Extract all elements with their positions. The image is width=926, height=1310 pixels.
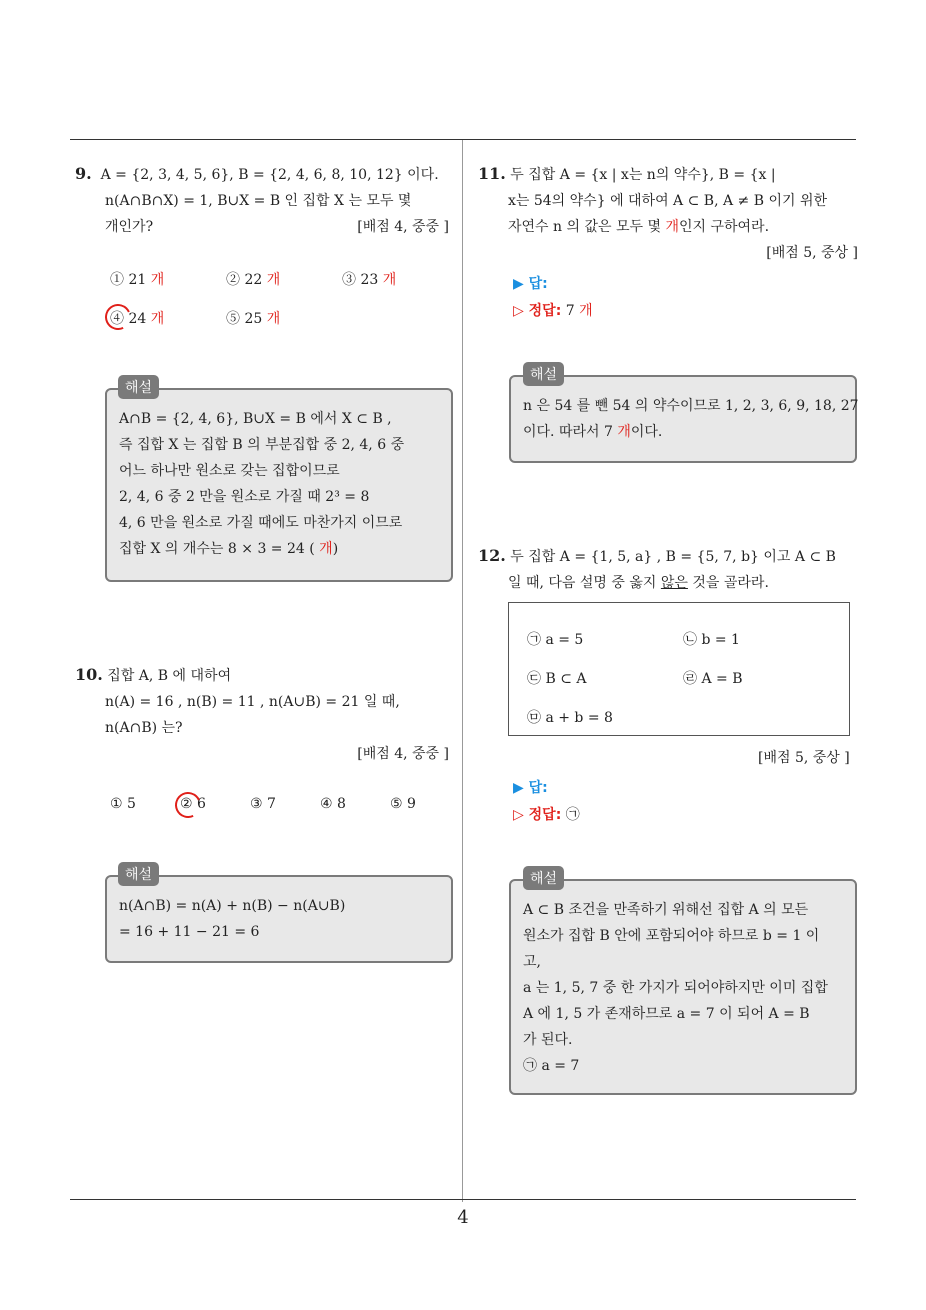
solution-tag: 해설 bbox=[523, 866, 564, 890]
option-mark: ⑤ bbox=[226, 311, 240, 327]
solution-line: 고, bbox=[523, 954, 541, 970]
option-unit: 개 bbox=[150, 311, 165, 327]
solution-box bbox=[105, 875, 453, 963]
question-10 bbox=[75, 662, 449, 767]
question-11: 11. 두 집합 A = {x | x는 n의 약수}, B = {x | x는 54의 약수} 에 대하여 A ⊂ B, A ≠ B 이기 위한 자연수 n 의 값은 모두 몇 개인지 구하여라. [배점 5, 중상 ] bbox=[478, 161, 858, 266]
question-text: n(A∩B∩X) = 1, B∪X = B 인 집합 X 는 모두 몇 bbox=[105, 193, 412, 209]
option-unit: 개 bbox=[382, 272, 397, 288]
question-number: 9. bbox=[75, 164, 92, 183]
option-unit: 개 bbox=[266, 272, 281, 288]
solution-line: a 는 1, 5, 7 중 한 가지가 되어야하지만 이미 집합 bbox=[523, 980, 828, 996]
question-text: 집합 A, B 에 대하여 bbox=[107, 668, 232, 684]
question-number: 11. bbox=[478, 164, 506, 183]
top-rule bbox=[70, 139, 856, 140]
option-4[interactable]: ④ 8 bbox=[320, 796, 346, 812]
question-text: 개인가? bbox=[105, 219, 154, 235]
option-value: 25 bbox=[244, 311, 263, 327]
question-number: 12. bbox=[478, 546, 506, 565]
option-1[interactable]: ① 5 bbox=[110, 796, 136, 812]
score-label: [배점 4, 중중 ] bbox=[357, 219, 449, 235]
question-text: n(A) = 16 , n(B) = 11 , n(A∪B) = 21 일 때, bbox=[105, 694, 400, 710]
correct-answer: ▷ 정답: 7 개 bbox=[513, 303, 593, 319]
answer-circle-mark bbox=[101, 300, 134, 333]
statement-item: ㉣ A = B bbox=[683, 671, 743, 687]
page-number: 4 bbox=[457, 1207, 469, 1228]
solution-line: 원소가 집합 B 안에 포함되어야 하므로 b = 1 이 bbox=[523, 928, 820, 944]
option-unit: 개 bbox=[150, 272, 165, 288]
solution-box bbox=[105, 388, 453, 582]
statement-item: ㉡ b = 1 bbox=[683, 632, 740, 648]
solution-line: 2, 4, 6 중 2 만을 원소로 가질 때 2³ = 8 bbox=[119, 489, 370, 505]
option-value: 21 bbox=[128, 272, 147, 288]
statement-item: ㉠ a = 5 bbox=[527, 632, 584, 648]
option-mark: ④ bbox=[110, 311, 124, 327]
solution-box bbox=[509, 879, 857, 1095]
solution-tag: 해설 bbox=[523, 362, 564, 386]
answer-label[interactable]: ▶ 답: bbox=[513, 780, 548, 796]
bottom-rule bbox=[70, 1199, 856, 1200]
score-label: [배점 5, 중상 ] bbox=[766, 245, 858, 261]
question-text: x는 54의 약수} 에 대하여 A ⊂ B, A ≠ B 이기 위한 bbox=[508, 193, 828, 209]
question-12: 12. 두 집합 A = {1, 5, a} , B = {5, 7, b} 이고 A ⊂ B 일 때, 다음 설명 중 옳지 않은 것을 골라라. bbox=[478, 546, 836, 591]
solution-line: ㉠ a = 7 bbox=[523, 1058, 580, 1074]
column-divider bbox=[462, 140, 463, 1202]
option-unit: 개 bbox=[266, 311, 281, 327]
option-3[interactable]: ③ 7 bbox=[250, 796, 276, 812]
score-label: [배점 5, 중상 ] bbox=[758, 750, 850, 766]
question-text: n(A∩B) 는? bbox=[105, 720, 183, 736]
question-text: 두 집합 A = {1, 5, a} , B = {5, 7, b} 이고 A ⊂ B bbox=[510, 549, 836, 565]
solution-box bbox=[509, 375, 857, 463]
solution-line: A∩B = {2, 4, 6}, B∪X = B 에서 X ⊂ B , bbox=[119, 411, 392, 427]
solution-line: A ⊂ B 조건을 만족하기 위해선 집합 A 의 모든 bbox=[523, 902, 809, 918]
answer-label[interactable]: ▶ 답: bbox=[513, 276, 548, 292]
solution-line: 즉 집합 X 는 집합 B 의 부분집합 중 2, 4, 6 중 bbox=[119, 437, 405, 453]
option-mark: ③ bbox=[342, 272, 356, 288]
correct-answer: ▷ 정답: ㉠ bbox=[513, 807, 580, 823]
question-number: 10. bbox=[75, 665, 103, 684]
option-1[interactable] bbox=[110, 269, 164, 289]
solution-line: 집합 X 의 개수는 8 × 3 = 24 ( 개) bbox=[119, 541, 339, 557]
question-9 bbox=[75, 161, 449, 240]
solution-tag: 해설 bbox=[118, 375, 159, 399]
solution-line: 4, 6 만을 원소로 가질 때에도 마찬가지 이므로 bbox=[119, 515, 403, 531]
option-value: 24 bbox=[128, 311, 147, 327]
answer-circle-mark bbox=[171, 788, 204, 821]
statement-item: ㉢ B ⊂ A bbox=[527, 671, 587, 687]
option-value: 23 bbox=[360, 272, 379, 288]
option-mark: ① bbox=[110, 272, 124, 288]
option-3[interactable] bbox=[342, 269, 396, 289]
question-text: A = {2, 3, 4, 5, 6}, B = {2, 4, 6, 8, 10, 12} 이다. bbox=[100, 167, 439, 183]
statement-item: ㉤ a + b = 8 bbox=[527, 710, 613, 726]
solution-line: n 은 54 를 뺀 54 의 약수이므로 1, 2, 3, 6, 9, 18, 27 bbox=[523, 398, 859, 414]
option-mark: ② bbox=[226, 272, 240, 288]
solution-line: 어느 하나만 원소로 갖는 집합이므로 bbox=[119, 463, 340, 479]
question-text: 두 집합 A = {x | x는 n의 약수}, B = {x | bbox=[510, 167, 776, 183]
statement-box bbox=[508, 602, 850, 736]
solution-line: A 에 1, 5 가 존재하므로 a = 7 이 되어 A = B bbox=[523, 1006, 810, 1022]
solution-line: = 16 + 11 − 21 = 6 bbox=[119, 924, 260, 940]
option-5[interactable] bbox=[226, 308, 280, 328]
score-label: [배점 4, 중중 ] bbox=[357, 746, 449, 762]
solution-line: 이다. 따라서 7 개이다. bbox=[523, 424, 663, 440]
solution-line: n(A∩B) = n(A) + n(B) − n(A∪B) bbox=[119, 898, 346, 914]
solution-line: 가 된다. bbox=[523, 1032, 573, 1048]
option-value: 22 bbox=[244, 272, 263, 288]
option-2[interactable] bbox=[226, 269, 280, 289]
option-5[interactable]: ⑤ 9 bbox=[390, 796, 416, 812]
option-2[interactable]: ② 6 bbox=[180, 796, 206, 812]
solution-tag: 해설 bbox=[118, 862, 159, 886]
